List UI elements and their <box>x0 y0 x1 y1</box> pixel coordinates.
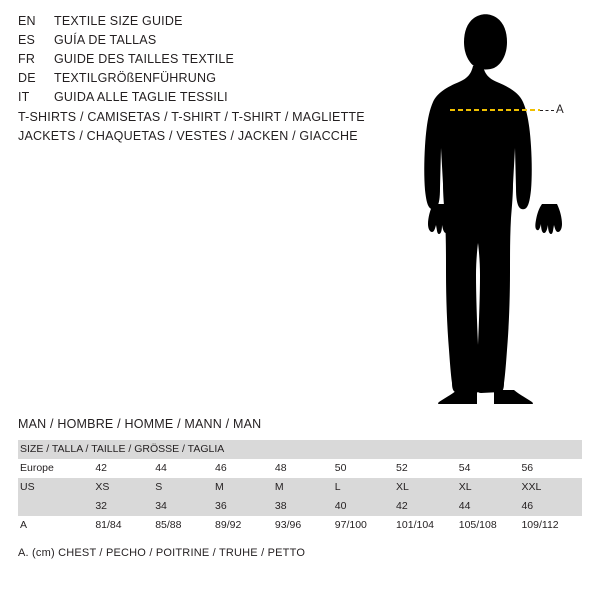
table-row <box>18 459 582 478</box>
cell: 81/84 <box>93 516 153 535</box>
list-item <box>18 52 378 71</box>
cell: 109/112 <box>519 516 582 535</box>
footnote-chest: A. (cm) CHEST / PECHO / POITRINE / TRUHE / PETTO <box>18 547 306 559</box>
table-header-row <box>18 440 582 459</box>
list-item <box>18 90 378 109</box>
cell: XXL <box>519 478 582 497</box>
cell: 52 <box>394 459 457 478</box>
category-tshirts: T-SHIRTS / CAMISETAS / T-SHIRT / T-SHIRT / MAGLIETTE <box>18 110 365 124</box>
cell: M <box>213 478 273 497</box>
table-row <box>18 497 582 516</box>
table-row <box>18 516 582 535</box>
cell: 89/92 <box>213 516 273 535</box>
list-item <box>18 14 378 33</box>
language-code: EN <box>18 14 36 28</box>
cell: 50 <box>333 459 394 478</box>
cell: 46 <box>213 459 273 478</box>
cell: XS <box>93 478 153 497</box>
cell: 56 <box>519 459 582 478</box>
cell: S <box>153 478 213 497</box>
page-title: MAN / HOMBRE / HOMME / MANN / MAN <box>18 417 262 431</box>
language-text: GUIDA ALLE TAGLIE TESSILI <box>54 90 228 104</box>
row-label: Europe <box>18 459 93 478</box>
cell: 38 <box>273 497 333 516</box>
cell: 93/96 <box>273 516 333 535</box>
category-jackets: JACKETS / CHAQUETAS / VESTES / JACKEN / GIACCHE <box>18 129 358 143</box>
row-label <box>18 497 93 516</box>
cell: 97/100 <box>333 516 394 535</box>
language-code: DE <box>18 71 36 85</box>
language-list <box>18 14 378 109</box>
cell: M <box>273 478 333 497</box>
cell: 42 <box>394 497 457 516</box>
cell: 34 <box>153 497 213 516</box>
cell: 105/108 <box>457 516 520 535</box>
category-list <box>18 110 365 148</box>
list-item <box>18 71 378 90</box>
language-code: ES <box>18 33 36 47</box>
cell: 46 <box>519 497 582 516</box>
language-text: TEXTILE SIZE GUIDE <box>54 14 183 28</box>
row-label: A <box>18 516 93 535</box>
language-code: FR <box>18 52 36 66</box>
language-text: TEXTILGRÖßENFÜHRUNG <box>54 71 217 85</box>
cell: 54 <box>457 459 520 478</box>
cell: 32 <box>93 497 153 516</box>
cell: 36 <box>213 497 273 516</box>
language-text: GUIDE DES TAILLES TEXTILE <box>54 52 235 66</box>
table-row <box>18 478 582 497</box>
cell: 48 <box>273 459 333 478</box>
cell: 44 <box>153 459 213 478</box>
cell: XL <box>394 478 457 497</box>
row-label: US <box>18 478 93 497</box>
cell: L <box>333 478 394 497</box>
cell: 40 <box>333 497 394 516</box>
table-header-label: SIZE / TALLA / TAILLE / GRÖSSE / TAGLIA <box>18 440 582 459</box>
cell: 44 <box>457 497 520 516</box>
cell: 85/88 <box>153 516 213 535</box>
cell: 101/104 <box>394 516 457 535</box>
callout-label-a: A <box>556 104 564 116</box>
callout-leader-line <box>540 110 554 111</box>
male-torso-silhouette <box>400 14 590 404</box>
language-text: GUÍA DE TALLAS <box>54 33 157 47</box>
size-table <box>18 440 582 535</box>
list-item <box>18 33 378 52</box>
cell: 42 <box>93 459 153 478</box>
language-code: IT <box>18 90 30 104</box>
cell: XL <box>457 478 520 497</box>
